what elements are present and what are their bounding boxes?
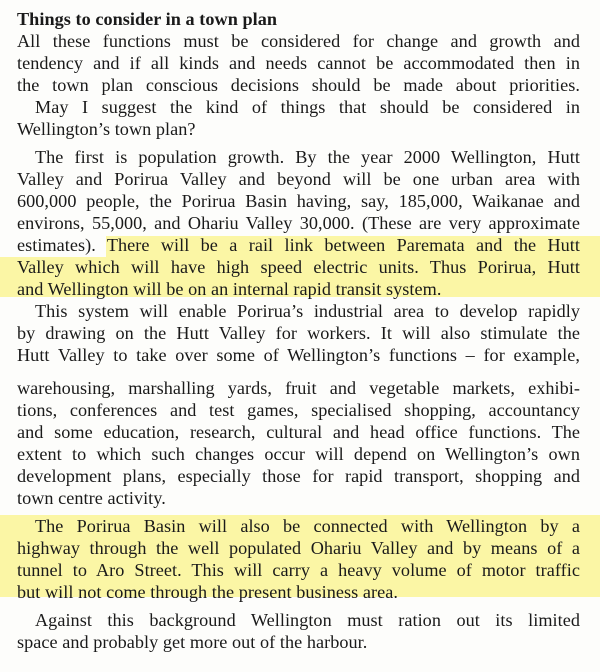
paragraph-line: tions, conferences and test games, specialised shopping, accountancy bbox=[17, 400, 580, 420]
paragraph-line: and some education, research, cultural and head office functions. The bbox=[17, 422, 580, 442]
paragraph-line bbox=[35, 515, 580, 537]
paragraph-line: tendency and if all kinds and needs cannot be accommodated then in bbox=[17, 53, 580, 73]
paragraph-line: May I suggest the kind of things that should be considered in bbox=[35, 97, 580, 117]
paragraph-line: This system will enable Porirua’s industrial area to develop rapidly bbox=[35, 301, 580, 321]
paragraph-line bbox=[17, 559, 580, 581]
highlighted-text: There will be a rail link between Paremata and the Hutt bbox=[106, 235, 580, 255]
highlighted-text: and Wellington will be on an internal rapid transit system. bbox=[17, 279, 442, 299]
highlighted-text: Valley which will have high speed electric units. Thus Porirua, Hutt bbox=[17, 257, 580, 277]
paragraph-line: warehousing, marshalling yards, fruit and vegetable markets, exhibi- bbox=[17, 378, 580, 398]
paragraph-line: space and probably get more out of the harbour. bbox=[17, 632, 368, 652]
paragraph-line: Valley and Porirua Valley and beyond will be one urban area with bbox=[17, 169, 580, 189]
paragraph-line: extent to which such changes occur will depend on Wellington’s own bbox=[17, 444, 580, 464]
highlighted-text: The Porirua Basin will also be connected with Wellington by a bbox=[35, 516, 580, 536]
highlighted-text: tunnel to Aro Street. This will carry a heavy volume of motor traffic bbox=[17, 560, 580, 580]
paragraph-line: Against this background Wellington must ration out its limited bbox=[35, 610, 580, 630]
paragraph-line: All these functions must be considered for change and growth and bbox=[17, 31, 580, 51]
paragraph-line: estimates). There will be a rail link between Paremata and the Hutt bbox=[17, 235, 580, 255]
paragraph-line: 600,000 people, the Porirua Basin having, say, 185,000, Waikanae and bbox=[17, 191, 580, 211]
paragraph-line: the town plan conscious decisions should be made about priorities. bbox=[17, 75, 580, 95]
paragraph-line bbox=[17, 537, 580, 559]
paragraph-line bbox=[17, 581, 398, 603]
highlighted-text: highway through the well populated Ohariu Valley and by means of a bbox=[17, 538, 580, 558]
paragraph-line: town centre activity. bbox=[17, 488, 166, 508]
paragraph-line: development plans, especially those for rapid transport, shopping and bbox=[17, 466, 580, 486]
paragraph-line: by drawing on the Hutt Valley for workers. It will also stimulate the bbox=[17, 323, 580, 343]
paragraph-line: The first is population growth. By the year 2000 Wellington, Hutt bbox=[35, 147, 580, 167]
paragraph-line: Wellington’s town plan? bbox=[17, 119, 196, 139]
paragraph-line: environs, 55,000, and Ohariu Valley 30,000. (These are very approximate bbox=[17, 213, 580, 233]
highlighted-text: but will not come through the present business area. bbox=[17, 582, 398, 602]
paragraph-line: Hutt Valley to take over some of Wellington’s functions – for example, bbox=[17, 345, 580, 365]
paragraph-line bbox=[17, 278, 441, 300]
section-heading: Things to consider in a town plan bbox=[17, 9, 278, 29]
paragraph-line bbox=[17, 256, 580, 278]
